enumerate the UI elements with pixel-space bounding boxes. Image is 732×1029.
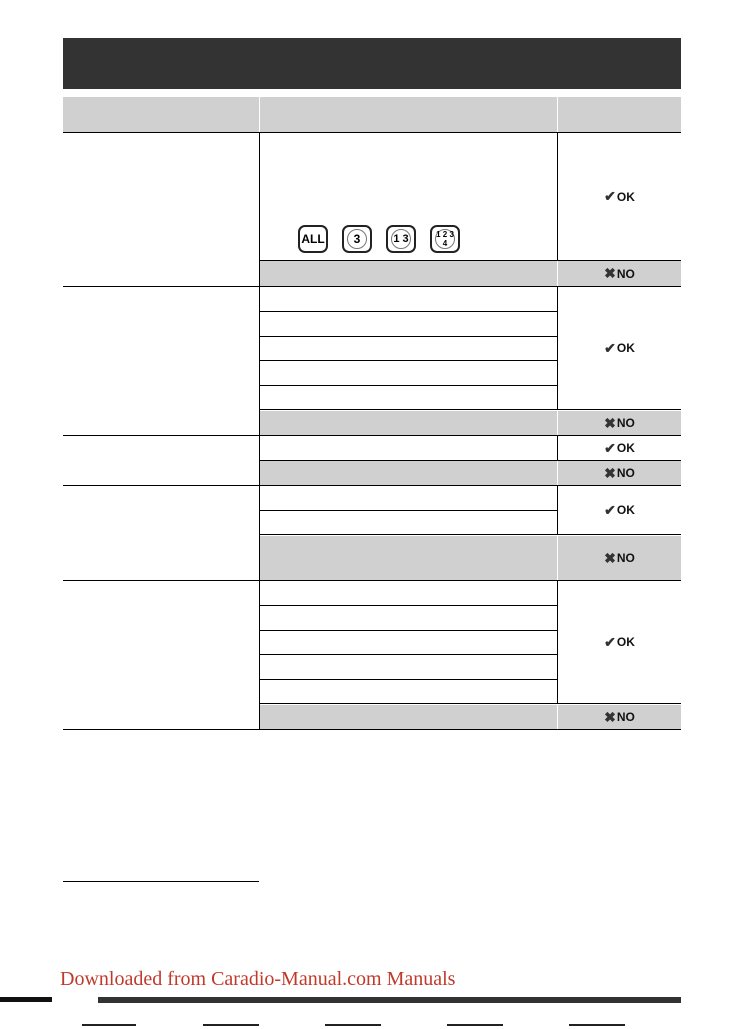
group-label-cell — [63, 486, 259, 580]
table-group-2 — [63, 287, 681, 436]
row-body — [260, 287, 557, 410]
bottom-tick — [325, 1024, 381, 1026]
cross-icon: ✖ — [604, 414, 616, 431]
ok-label: OK — [616, 189, 635, 204]
group-label-cell — [63, 581, 259, 729]
no-mark — [558, 261, 681, 286]
check-icon: ✔ — [604, 188, 616, 204]
region-code-icons — [298, 225, 460, 253]
no-mark — [558, 536, 681, 580]
row-body — [260, 411, 557, 435]
no-label: NO — [616, 416, 635, 430]
bottom-tick — [569, 1024, 625, 1026]
ok-mark — [558, 486, 681, 535]
compatibility-table — [63, 97, 681, 730]
table-row-block — [260, 581, 681, 704]
bottom-rule — [98, 997, 681, 1003]
row-body — [260, 133, 557, 260]
row-body — [260, 486, 557, 535]
header-divider — [557, 97, 558, 132]
section-title-bar — [63, 38, 681, 89]
bottom-tick — [447, 1024, 503, 1026]
row-body — [260, 261, 557, 286]
no-label: NO — [616, 466, 635, 480]
table-row — [260, 436, 681, 461]
ok-mark — [558, 133, 681, 260]
table-group-4 — [63, 486, 681, 581]
ok-label: OK — [616, 341, 635, 355]
check-icon: ✔ — [604, 339, 616, 356]
table-row — [260, 133, 681, 261]
cross-icon: ✖ — [604, 549, 616, 566]
ok-label: OK — [616, 503, 635, 517]
ok-label: OK — [616, 635, 635, 649]
table-group-1 — [63, 133, 681, 287]
ok-mark — [558, 581, 681, 704]
check-icon: ✔ — [604, 439, 616, 456]
check-icon: ✔ — [604, 633, 616, 650]
table-row-block — [260, 486, 681, 535]
ok-mark — [558, 436, 681, 460]
cross-icon: ✖ — [604, 265, 616, 281]
ok-label: OK — [616, 441, 635, 455]
region-1-2-3-4-icon: 1 2 3 4 — [430, 225, 460, 253]
bottom-tick — [82, 1024, 136, 1026]
table-row — [260, 411, 681, 435]
footnote-rule — [63, 881, 259, 882]
bottom-left-bar — [0, 997, 52, 1002]
region-3-icon: 3 — [342, 225, 372, 253]
table-row — [260, 261, 681, 286]
table-header-row — [63, 97, 681, 133]
region-1-3-icon: 1 3 — [386, 225, 416, 253]
table-row — [260, 536, 681, 580]
header-divider — [259, 97, 260, 132]
ok-mark — [558, 287, 681, 410]
bottom-tick — [203, 1024, 259, 1026]
row-body — [260, 536, 557, 580]
table-row — [260, 461, 681, 485]
cross-icon: ✖ — [604, 708, 616, 725]
check-icon: ✔ — [604, 501, 616, 518]
no-label: NO — [616, 551, 635, 565]
no-mark — [558, 461, 681, 485]
no-label: NO — [616, 266, 635, 281]
row-body — [260, 461, 557, 485]
region-all-icon: ALL — [298, 225, 328, 253]
group-label-cell — [63, 287, 259, 435]
table-row-block — [260, 287, 681, 410]
table-group-3 — [63, 436, 681, 486]
row-body — [260, 705, 557, 729]
cross-icon: ✖ — [604, 464, 616, 481]
no-mark — [558, 705, 681, 729]
table-row — [260, 705, 681, 729]
group-label-cell — [63, 436, 259, 485]
row-body — [260, 581, 557, 704]
watermark-link[interactable]: Downloaded from Caradio-Manual.com Manuals — [60, 968, 456, 990]
no-mark — [558, 411, 681, 435]
no-label: NO — [616, 710, 635, 724]
group-label-cell — [63, 133, 259, 286]
table-group-5 — [63, 581, 681, 730]
row-body — [260, 436, 557, 460]
